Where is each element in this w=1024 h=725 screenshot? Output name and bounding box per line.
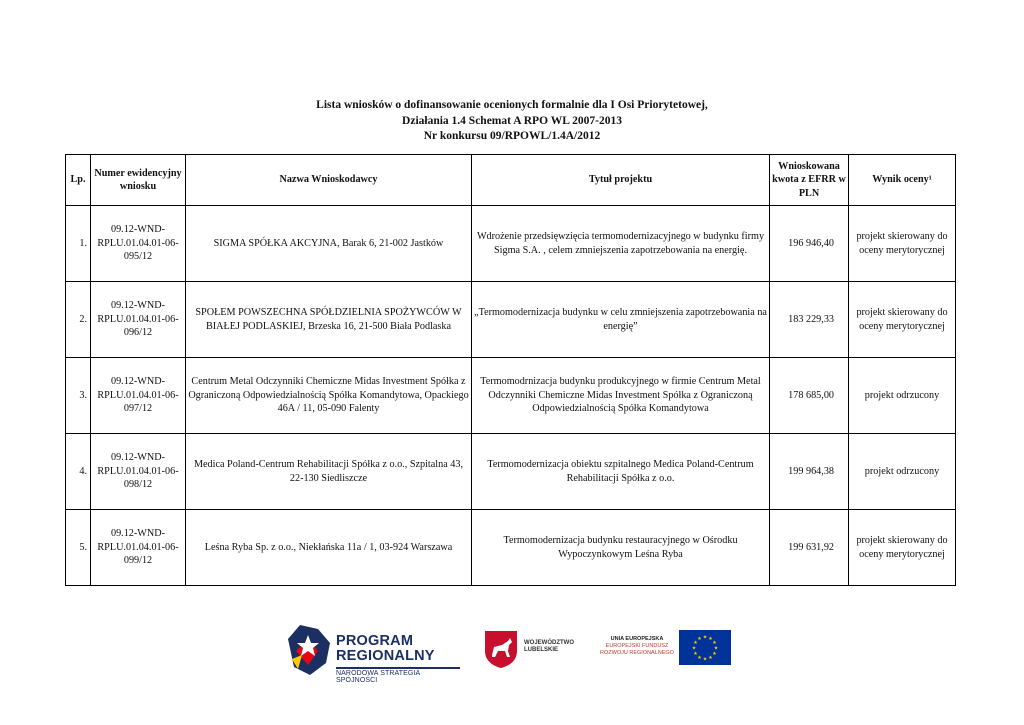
cell-title: Termomodernizacja budynku restauracyjnego w Ośrodku Wypoczynkowym Leśna Ryba [472, 510, 770, 586]
cell-number: 09.12-WND-RPLU.01.04.01-06-098/12 [91, 434, 186, 510]
program-regionalny-star-icon [288, 625, 332, 675]
cell-number: 09.12-WND-RPLU.01.04.01-06-097/12 [91, 358, 186, 434]
svg-text:★: ★ [697, 636, 702, 642]
title-line-2: Działania 1.4 Schemat A RPO WL 2007-2013 [402, 114, 622, 127]
title-line-3: Nr konkursu 09/RPOWL/1.4A/2012 [423, 130, 601, 142]
eu-flag-icon [679, 630, 731, 665]
lubelskie-logo [483, 629, 583, 669]
svg-text:★: ★ [702, 656, 708, 663]
lubelskie-line-1: WOJEWÓDZTWO [524, 640, 574, 646]
lubelskie-coat-of-arms-icon [483, 629, 519, 669]
cell-title: „Termomodernizacja budynku w celu zmniejszenia zapotrzebowania na energię” [472, 282, 770, 358]
eu-line-2: EUROPEJSKI FUNDUSZ [605, 643, 669, 649]
svg-text:★: ★ [708, 636, 713, 642]
svg-text:★: ★ [697, 655, 702, 661]
svg-text:★: ★ [712, 640, 717, 646]
program-regionalny-wordmark [336, 634, 460, 684]
cell-lp: 3. [66, 358, 91, 434]
footer-logos [0, 615, 1024, 684]
program-regionalny-logo [288, 625, 460, 684]
cell-lp: 2. [66, 282, 91, 358]
svg-text:★: ★ [693, 640, 698, 646]
cell-applicant: Centrum Metal Odczynniki Chemiczne Midas Investment Spółka z Ograniczoną Odpowiedzialnością Spółka Komandytowa, Opackiego 46A / 11, 05-090 Falenty [186, 358, 472, 434]
program-line-3: NARODOWA STRATEGIA SPÓJNOŚCI [336, 667, 460, 684]
cell-amount: 199 631,92 [770, 510, 849, 586]
cell-title: Termomodrnizacja budynku produkcyjnego w firmie Centrum Metal Odczynniki Chemiczne Midas Investment Spółka z Ograniczoną Odpowiedzialnością Spółka Komandytowa [472, 358, 770, 434]
cell-number: 09.12-WND-RPLU.01.04.01-06-099/12 [91, 510, 186, 586]
table-row [66, 282, 956, 358]
svg-text:★: ★ [691, 645, 697, 652]
table-row [66, 434, 956, 510]
lubelskie-wordmark [524, 640, 574, 654]
cell-amount: 178 685,00 [770, 358, 849, 434]
header-number: Numer ewidencyjny wniosku [91, 155, 186, 206]
svg-text:★: ★ [713, 645, 719, 652]
header-result: Wynik oceny¹ [849, 155, 956, 206]
program-line-1: PROGRAM [336, 633, 414, 649]
header-title: Tytuł projektu [472, 155, 770, 206]
header-amount: Wnioskowana kwota z EFRR w PLN [770, 155, 849, 206]
cell-applicant: SPOŁEM POWSZECHNA SPÓŁDZIELNIA SPOŻYWCÓW W BIAŁEJ PODLASKIEJ, Brzeska 16, 21-500 Biała Podlaska [186, 282, 472, 358]
cell-applicant: SIGMA SPÓŁKA AKCYJNA, Barak 6, 21-002 Jastków [186, 206, 472, 282]
applications-table [65, 154, 956, 586]
cell-lp: 1. [66, 206, 91, 282]
cell-lp: 4. [66, 434, 91, 510]
cell-amount: 199 964,38 [770, 434, 849, 510]
cell-amount: 196 946,40 [770, 206, 849, 282]
table-row [66, 510, 956, 586]
cell-applicant: Leśna Ryba Sp. z o.o., Niekłańska 11a / 1, 03-924 Warszawa [186, 510, 472, 586]
table-row [66, 206, 956, 282]
cell-number: 09.12-WND-RPLU.01.04.01-06-096/12 [91, 282, 186, 358]
cell-title: Termomodernizacja obiektu szpitalnego Medica Poland-Centrum Rehabilitacji Spółka z o.o. [472, 434, 770, 510]
header-applicant: Nazwa Wnioskodawcy [186, 155, 472, 206]
title-line-1: Lista wniosków o dofinansowanie ocenionych formalnie dla I Osi Priorytetowej, [316, 99, 708, 111]
cell-number: 09.12-WND-RPLU.01.04.01-06-095/12 [91, 206, 186, 282]
cell-applicant: Medica Poland-Centrum Rehabilitacji Spółka z o.o., Szpitalna 43, 22-130 Siedliszcze [186, 434, 472, 510]
eu-line-3: ROZWOJU REGIONALNEGO [600, 650, 674, 656]
cell-result: projekt skierowany do oceny merytorycznej [849, 206, 956, 282]
lubelskie-line-2: LUBELSKIE [524, 647, 559, 653]
cell-result: projekt odrzucony [849, 358, 956, 434]
cell-title: Wdrożenie przedsięwzięcia termomodernizacyjnego w budynku firmy Sigma S.A. , celem zmniejszenia zapotrzebowania na energię. [472, 206, 770, 282]
table-row [66, 358, 956, 434]
table-header-row [66, 155, 956, 206]
eu-wordmark [597, 636, 677, 657]
svg-text:★: ★ [693, 651, 698, 657]
eu-line-1: UNIA EUROPEJSKA [610, 636, 664, 642]
program-line-2: REGIONALNY [336, 648, 435, 664]
document-title [0, 98, 1024, 145]
cell-result: projekt odrzucony [849, 434, 956, 510]
cell-lp: 5. [66, 510, 91, 586]
svg-text:★: ★ [702, 634, 708, 641]
header-lp: Lp. [66, 155, 91, 206]
eu-logo [597, 630, 735, 668]
svg-text:★: ★ [712, 651, 717, 657]
cell-result: projekt skierowany do oceny merytorycznej [849, 510, 956, 586]
svg-text:★: ★ [708, 655, 713, 661]
cell-amount: 183 229,33 [770, 282, 849, 358]
cell-result: projekt skierowany do oceny merytorycznej [849, 282, 956, 358]
